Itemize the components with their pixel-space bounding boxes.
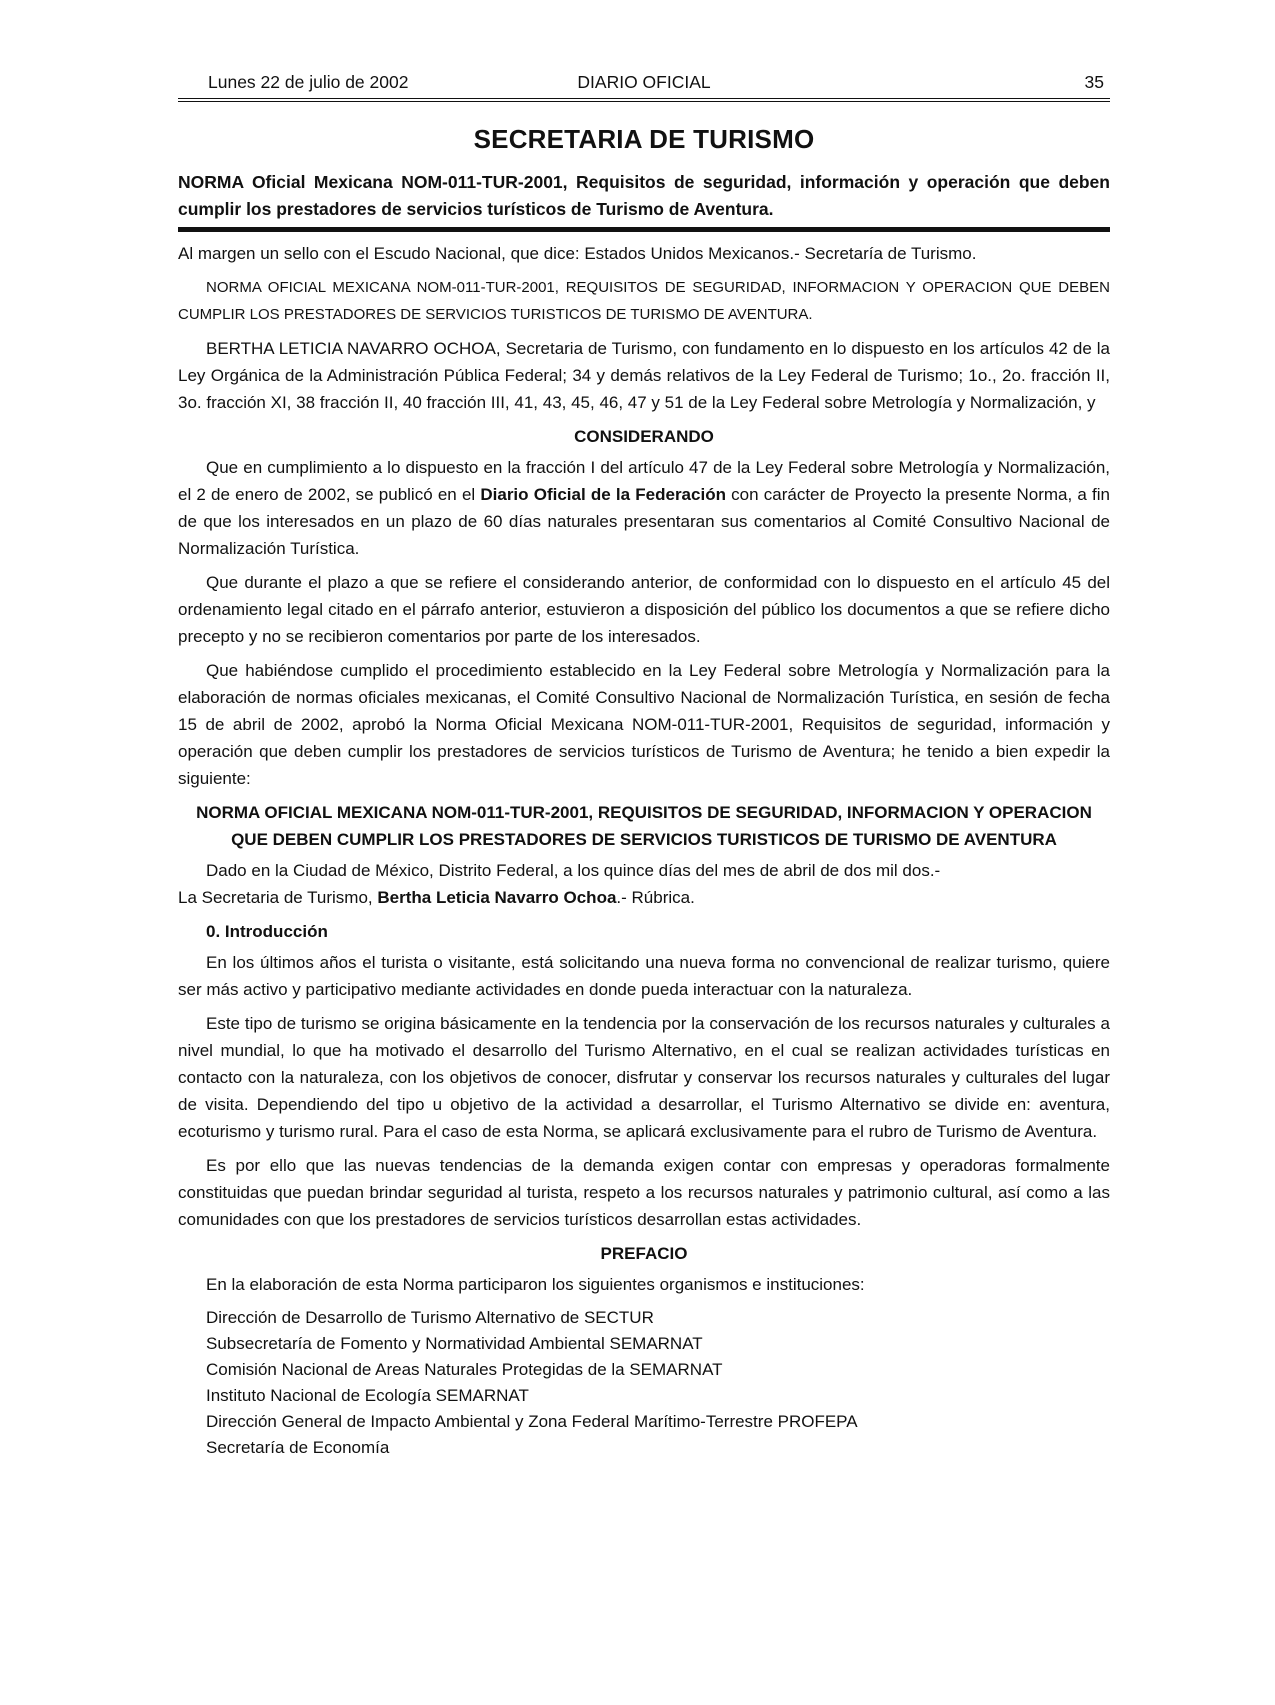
- institutions-list: [206, 1305, 1110, 1461]
- prefacio-heading: PREFACIO: [600, 1244, 688, 1263]
- decree-title: NORMA Oficial Mexicana NOM-011-TUR-2001, Requisitos de seguridad, información y operación que deben cumplir los prestadores de servicios turísticos de Turismo de Aventura.: [178, 172, 1110, 219]
- preamble-paragraph: BERTHA LETICIA NAVARRO OCHOA, Secretaria de Turismo, con fundamento en lo dispuesto en los artículos 42 de la Ley Orgánica de la Administración Pública Federal; 34 y demás relativos de la Ley Federal de Turismo; 1o., 2o. fracción II, 3o. fracción XI, 38 fracción II, 40 fracción III, 41, 43, 45, 46, 47 y 51 de la Ley Federal sobre Metrología y Normalización, y: [178, 339, 1110, 412]
- signature-block: [178, 857, 1110, 911]
- signature-name: Bertha Leticia Navarro Ochoa: [377, 888, 617, 907]
- list-item: Dirección de Desarrollo de Turismo Alternativo de SECTUR: [206, 1308, 654, 1327]
- signature-line-2: [178, 884, 1110, 911]
- list-item: Secretaría de Economía: [206, 1438, 390, 1457]
- list-item: Comisión Nacional de Areas Naturales Protegidas de la SEMARNAT: [206, 1360, 723, 1379]
- header-publication: DIARIO OFICIAL: [577, 72, 711, 92]
- intro-paragraph-1: En los últimos años el turista o visitante, está solicitando una nueva forma no convencional de realizar turismo, quiere ser más activo y participativo mediante actividades en donde pueda interactuar con la naturaleza.: [178, 953, 1110, 999]
- considerando-1-text-end: con carácter de Proyecto la presente Norma, a fin de que los interesados en un plazo de 60 días naturales presentaran sus comentarios al Comité Consultivo Nacional de Normalización Turística.: [178, 485, 1110, 558]
- intro-paragraph-2: Este tipo de turismo se origina básicamente en la tendencia por la conservación de los recursos naturales y culturales a nivel mundial, lo que ha motivado el desarrollo del Turismo Alternativo, en el cual se realizan actividades turísticas en contacto con la naturaleza, con los objetivos de conocer, disfrutar y conservar los recursos naturales y culturales del lugar de visita. Dependiendo del tipo u objetivo de la actividad a desarrollar, el Turismo Alternativo se divide en: aventura, ecoturismo y turismo rural. Para el caso de esta Norma, se aplicará exclusivamente para el rubro de Turismo de Aventura.: [178, 1014, 1110, 1141]
- list-item: Dirección General de Impacto Ambiental y Zona Federal Marítimo-Terrestre PROFEPA: [206, 1412, 858, 1431]
- section-title: SECRETARIA DE TURISMO: [473, 124, 815, 154]
- signature-line-1: Dado en la Ciudad de México, Distrito Federal, a los quince días del mes de abril de dos mil dos.-: [206, 861, 941, 880]
- intro-paragraph-3: Es por ello que las nuevas tendencias de la demanda exigen contar con empresas y operadoras formalmente constituidas que puedan brindar seguridad al turista, respeto a los recursos naturales y patrimonio cultural, así como a las comunidades con que los prestadores de servicios turísticos desarrollan estas actividades.: [178, 1156, 1110, 1229]
- seal-note: Al margen un sello con el Escudo Nacional, que dice: Estados Unidos Mexicanos.- Secretaría de Turismo.: [178, 244, 977, 263]
- prefacio-intro: En la elaboración de esta Norma participaron los siguientes organismos e instituciones:: [206, 1275, 865, 1294]
- considerando-1-bold: Diario Oficial de la Federación: [480, 485, 726, 504]
- signature-suffix: .- Rúbrica.: [616, 888, 695, 907]
- considerando-paragraph-2: Que durante el plazo a que se refiere el considerando anterior, de conformidad con lo dispuesto en el artículo 45 del ordenamiento legal citado en el párrafo anterior, estuvieron a disposición del público los documentos a que se refiere dicho precepto y no se recibieron comentarios por parte de los interesados.: [178, 573, 1110, 646]
- considerando-1-text: Que en cumplimiento a lo dispuesto en la fracción I del artículo 47 de la Ley Federal sobre Metrología y Normalización, el 2 de enero de 2002, se publicó en el: [178, 458, 1110, 504]
- considerando-paragraph-3: Que habiéndose cumplido el procedimiento establecido en la Ley Federal sobre Metrología y Normalización para la elaboración de normas oficiales mexicanas, el Comité Consultivo Nacional de Normalización Turística, en sesión de fecha 15 de abril de 2002, aprobó la Norma Oficial Mexicana NOM-011-TUR-2001, Requisitos de seguridad, información y operación que deben cumplir los prestadores de servicios turísticos de Turismo de Aventura; he tenido a bien expedir la siguiente:: [178, 661, 1110, 788]
- considerando-paragraph-1: [178, 454, 1110, 562]
- list-item: Subsecretaría de Fomento y Normatividad Ambiental SEMARNAT: [206, 1334, 703, 1353]
- header-page-number: 35: [1084, 72, 1104, 92]
- list-item: Instituto Nacional de Ecología SEMARNAT: [206, 1386, 529, 1405]
- decree-rule: [178, 227, 1110, 232]
- introduction-heading: 0. Introducción: [206, 922, 328, 941]
- header-rule: [178, 98, 1110, 102]
- signature-prefix: La Secretaria de Turismo,: [178, 888, 378, 907]
- document-page: [178, 72, 1110, 1461]
- considerando-heading: CONSIDERANDO: [574, 427, 714, 446]
- norm-heading: NORMA OFICIAL MEXICANA NOM-011-TUR-2001, REQUISITOS DE SEGURIDAD, INFORMACION Y OPERACION QUE DEBEN CUMPLIR LOS PRESTADORES DE SERVICIOS TURISTICOS DE TURISMO DE AVENTURA: [196, 803, 1092, 849]
- norm-caps-title: NORMA OFICIAL MEXICANA NOM-011-TUR-2001, REQUISITOS DE SEGURIDAD, INFORMACION Y OPERACION QUE DEBEN CUMPLIR LOS PRESTADORES DE SERVICIOS TURISTICOS DE TURISMO DE AVENTURA.: [178, 279, 1110, 323]
- page-header: [178, 72, 1110, 95]
- header-date: Lunes 22 de julio de 2002: [208, 72, 409, 92]
